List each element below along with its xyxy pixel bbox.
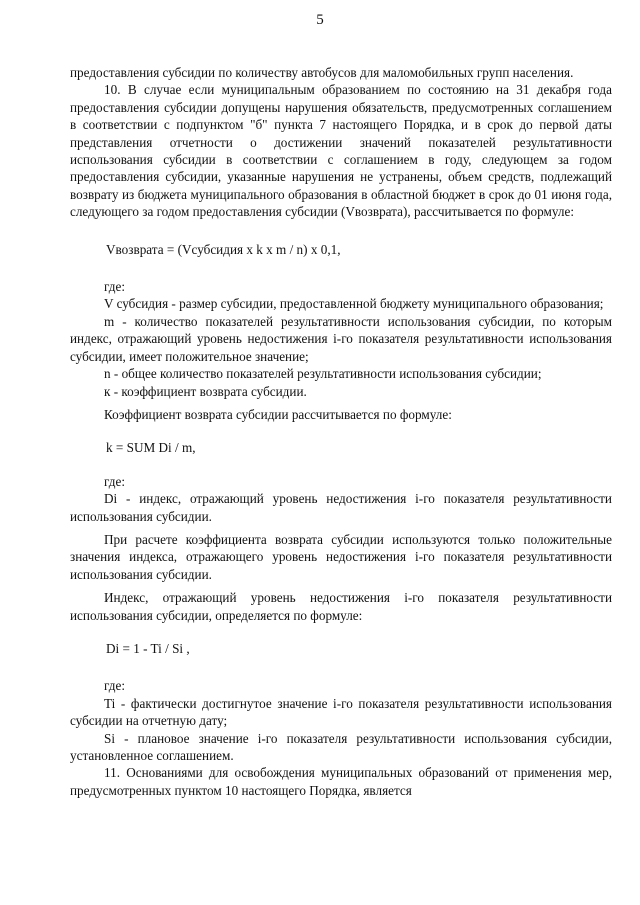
- definition-di: Di - индекс, отражающий уровень недостижения i-го показателя результативности использования субсидии.: [70, 491, 612, 524]
- formula-k: k = SUM Di / m,: [106, 440, 196, 456]
- document-body: [70, 64, 612, 799]
- definition-k: к - коэффициент возврата субсидии.: [104, 383, 307, 399]
- where-label: где:: [104, 473, 125, 489]
- definition-ti: Ti - фактически достигнутое значение i-го показателя результативности использования субсидии на отчетную дату;: [70, 695, 612, 729]
- formula-v-return: Vвозврата = (Vсубсидия x k x m / n) x 0,1,: [106, 241, 341, 257]
- paragraph-10: 10. В случае если муниципальным образованием по состоянию на 31 декабря года предоставления субсидии допущены нарушения обязательств, предусмотренных соглашением в соответствии с подпунктом "б" пункта 7 настоящего Порядка, и в срок до первой даты представления отчетности о достижении значений показателей результативности использования субсидии в соответствии с соглашением в году, следующем за годом предоставления субсидии, указанные нарушения не устранены, объем средств, подлежащий возврату из бюджета муниципального образования в областной бюджет в срок до 01 июня года, следующего за годом предоставления субсидии (Vвозврата), рассчитывается по формуле:: [70, 82, 612, 220]
- where-label: где:: [104, 279, 125, 295]
- definition-m: m - количество показателей результативности использования субсидии, по которым индекс, отражающий уровень недостижения i-го показателя результативности использования субсидии, имеет положительное значение;: [70, 313, 612, 364]
- definition-v-subsidy: V субсидия - размер субсидии, предоставленной бюджету муниципального образования;: [104, 296, 604, 312]
- page-number: 5: [316, 12, 324, 28]
- calculation-note: При расчете коэффициента возврата субсидии используются только положительные значения индекса, отражающего уровень недостижения i-го показателя результативности использования субсидии.: [70, 531, 612, 582]
- paragraph-11: 11. Основаниями для освобождения муниципальных образований от применения мер, предусмотренных пунктом 10 настоящего Порядка, является: [70, 765, 612, 798]
- k-formula-intro: Коэффициент возврата субсидии рассчитывается по формуле:: [104, 406, 452, 422]
- paragraph-continuation: предоставления субсидии по количеству автобусов для маломобильных групп населения.: [70, 65, 574, 80]
- index-formula-intro: Индекс, отражающий уровень недостижения i-го показателя результативности использования субсидии, определяется по формуле:: [70, 590, 612, 623]
- definition-si: Si - плановое значение i-го показателя результативности использования субсидии, установленное соглашением.: [70, 730, 612, 763]
- formula-di: Di = 1 - Ti / Si ,: [106, 640, 190, 656]
- where-label: где:: [104, 678, 125, 694]
- definition-n: n - общее количество показателей результативности использования субсидии;: [104, 366, 542, 382]
